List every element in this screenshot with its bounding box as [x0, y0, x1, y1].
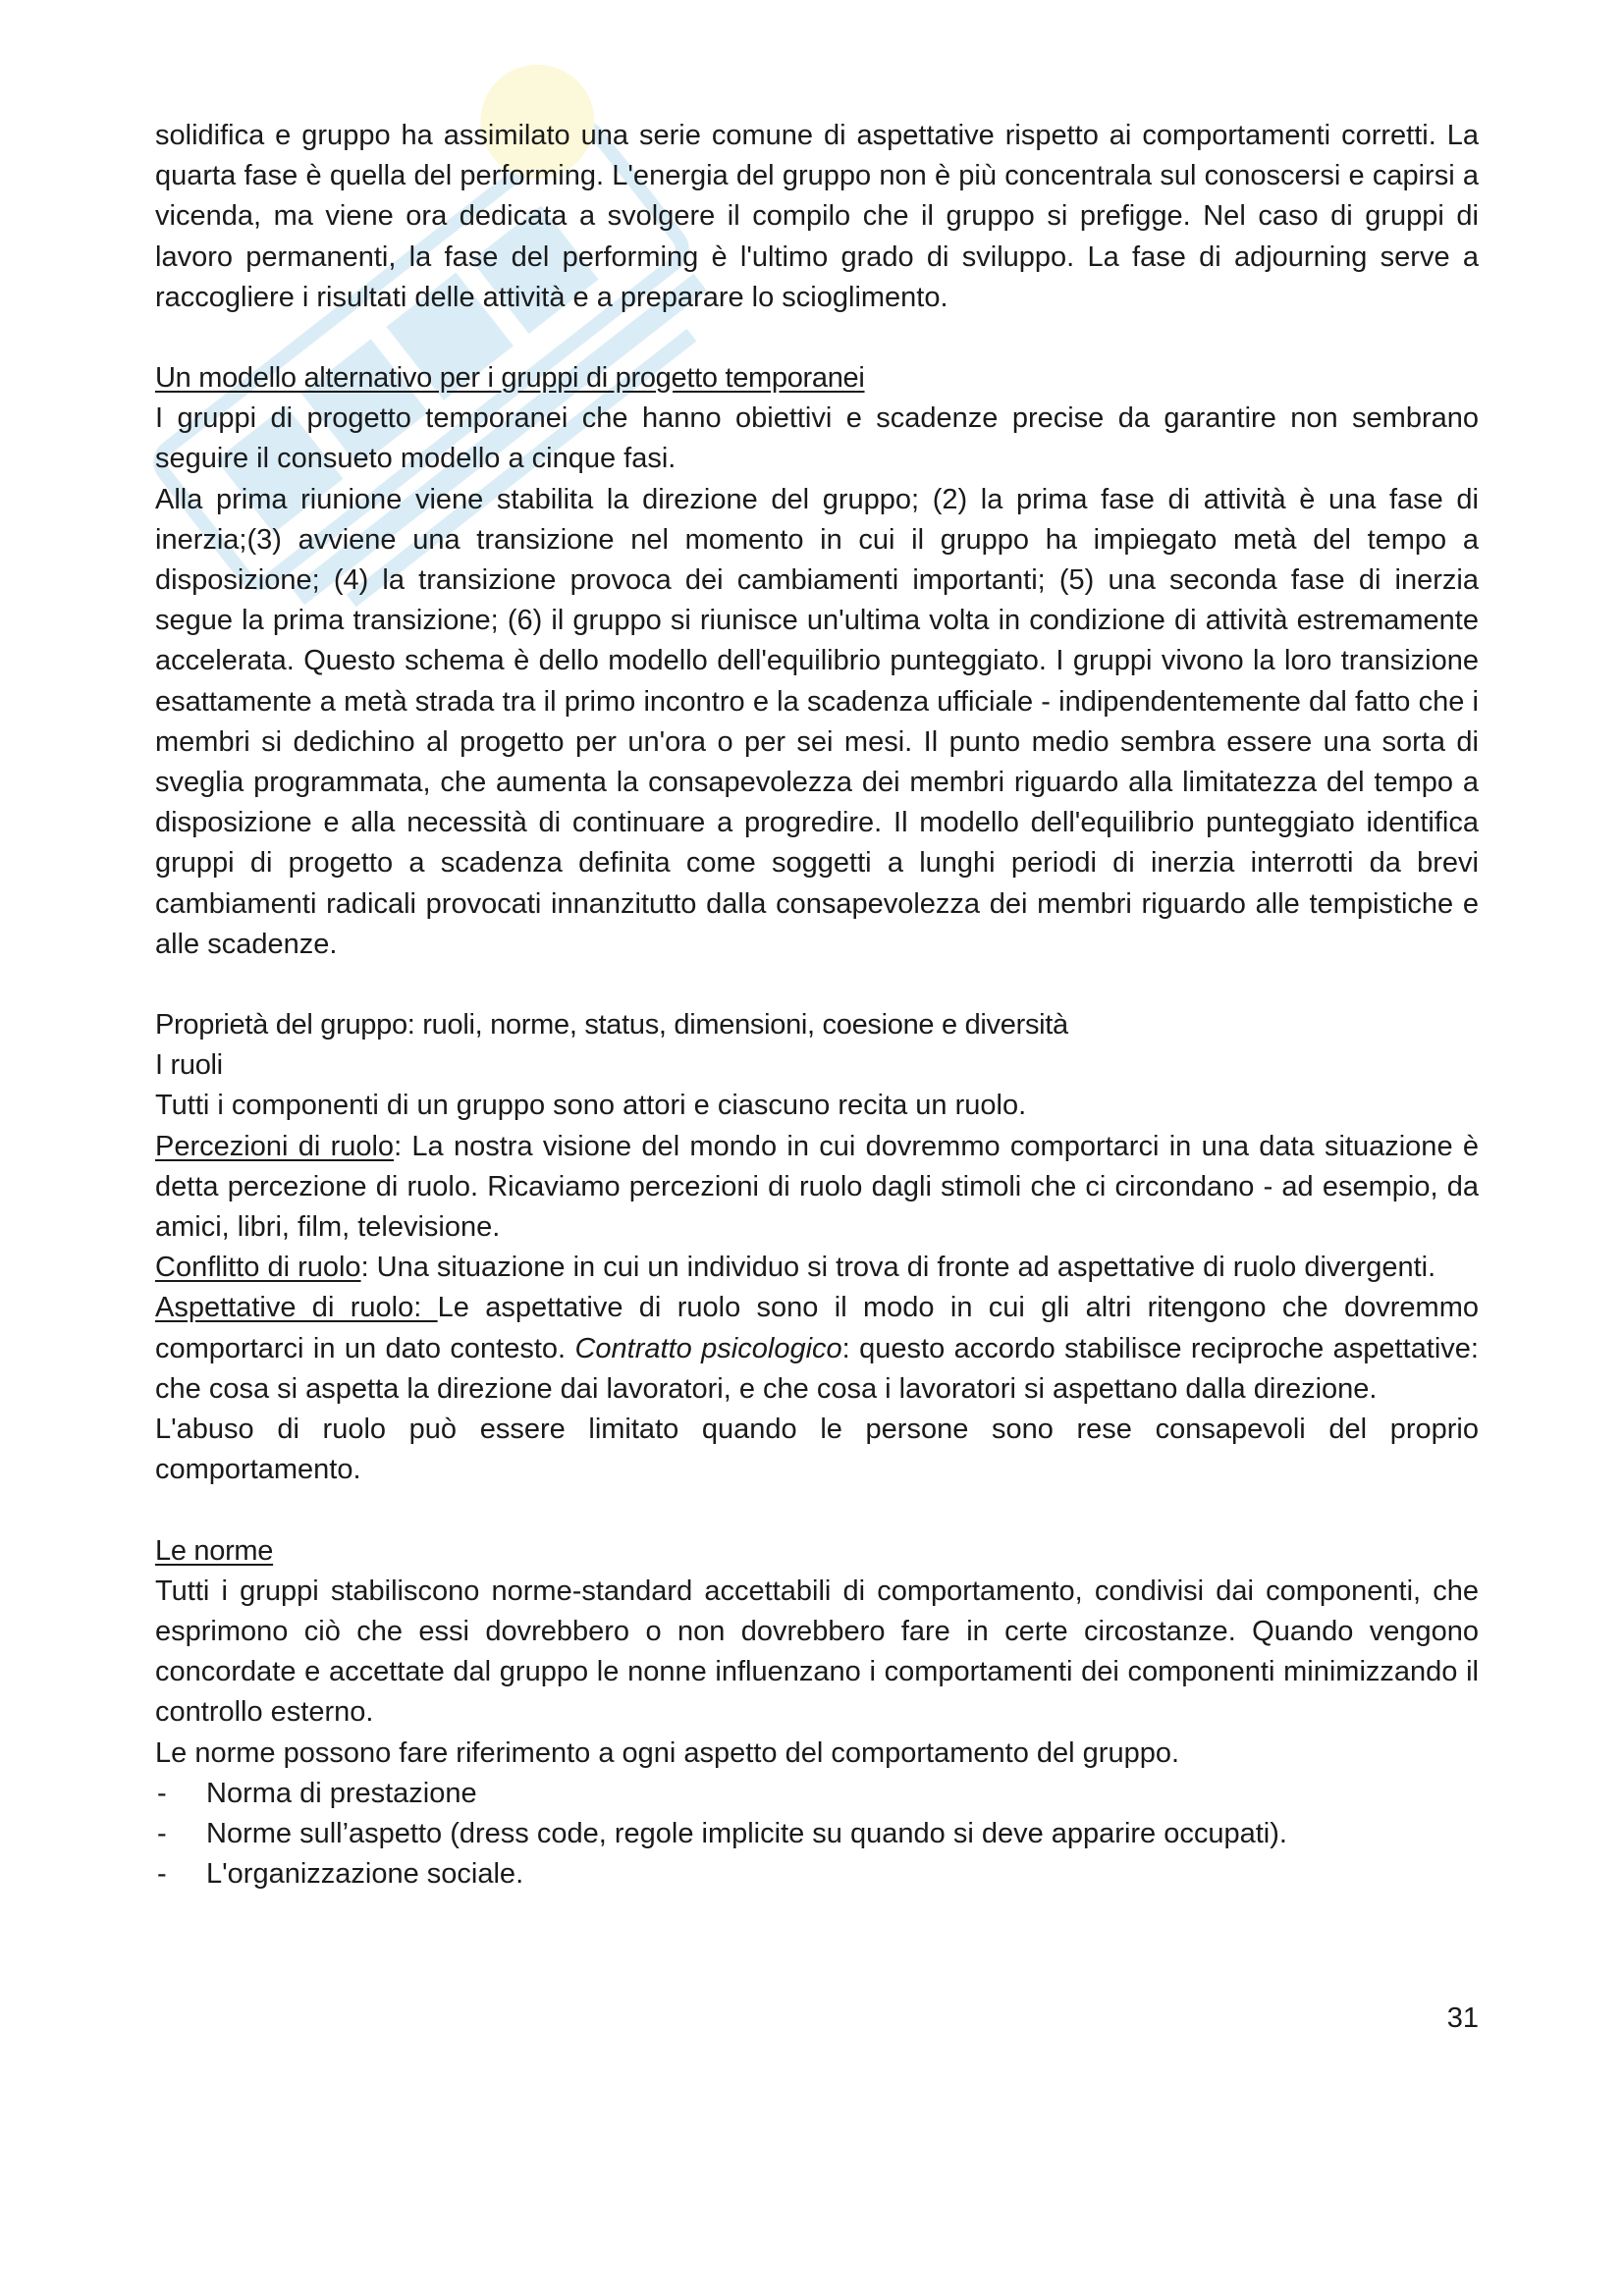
list-item: - Norme sull’aspetto (dress code, regole implicite su quando si deve apparire occupati).: [155, 1814, 1479, 1854]
definition-role-conflict: [155, 1248, 1479, 1288]
spacer: [155, 965, 1479, 1005]
paragraph: Le norme possono fare riferimento a ogni aspetto del comportamento del gruppo.: [155, 1736, 1180, 1769]
definition-text: Le aspettative di ruolo sono il modo in cui gli altri ritengono che dovremmo comportarci in un dato contesto.: [155, 1292, 1479, 1364]
section-heading-group-properties: Proprietà del gruppo: ruoli, norme, status, dimensioni, coesione e diversità: [155, 1009, 1068, 1041]
intro-paragraph: solidifica e gruppo ha assimilato una serie comune di aspettative rispetto ai comportamenti corretti. La quarta fase è quella del performing. L'energia del gruppo non è più concentrala sul conoscersi e capirsi a vicenda, ma viene ora dedicata a svolgere il compilo che il gruppo si prefigge. Nel caso di gruppi di lavoro permanenti, la fase del performing è l'ultimo grado di sviluppo. La fase di adjourning serve a raccogliere i risultati delle attività e a preparare lo scioglimento.: [155, 120, 1479, 313]
definition-text: : La nostra visione del mondo in cui dovremmo comportarci in una data situazione è detta percezione di ruolo. Ricaviamo percezioni di ruolo dagli stimoli che ci circondano - ad esempio, da amici, libri, film, televisione.: [155, 1130, 1479, 1244]
subheading-roles: I ruoli: [155, 1049, 223, 1082]
paragraph: L'abuso di ruolo può essere limitato quando le persone sono rese consapevoli del proprio comportamento.: [155, 1414, 1479, 1486]
italic-term: Contratto psicologico: [574, 1332, 842, 1364]
definition-role-perception: [155, 1127, 1479, 1249]
page-number: 31: [1446, 2002, 1479, 2034]
section-heading-norms: Le norme: [155, 1534, 274, 1567]
paragraph: Alla prima riunione viene stabilita la direzione del gruppo; (2) la prima fase di attività è una fase di inerzia;(3) avviene una transizione nel momento in cui il gruppo ha impiegato metà del tempo a disposizione; (4) la transizione provoca dei cambiamenti importanti; (5) una seconda fase di inerzia segue la prima transizione; (6) il gruppo si riunisce un'ultima volta in condizione di attività estremamente accelerata. Questo schema è dello modello dell'equilibrio punteggiato. I gruppi vivono la loro transizione esattamente a metà strada tra il primo incontro e la scadenza ufficiale - indipendentemente dal fatto che i membri si dedichino al progetto per un'ora o per sei mesi. Il punto medio sembra essere una sorta di sveglia programmata, che aumenta la consapevolezza dei membri riguardo alla limitatezza del tempo a disposizione e alla necessità di continuare a progredire. Il modello dell'equilibrio punteggiato identifica gruppi di progetto a scadenza definita come soggetti a lunghi periodi di inerzia interrotti da brevi cambiamenti radicali provocati innanzitutto dalla consapevolezza dei membri riguardo alle tempistiche e alle scadenze.: [155, 483, 1479, 960]
definition-text: : questo accordo stabilisce reciproche aspettative: che cosa si aspetta la direzione dai lavoratori, e che cosa i lavoratori si aspettano dalla direzione.: [155, 1332, 1479, 1405]
spacer: [155, 318, 1479, 358]
definition-text: : Una situazione in cui un individuo si trova di fronte ad aspettative di ruolo divergenti.: [360, 1252, 1436, 1284]
definition-role-expectations: [155, 1288, 1479, 1410]
norms-list: [155, 1774, 1479, 1896]
paragraph: Tutti i componenti di un gruppo sono attori e ciascuno recita un ruolo.: [155, 1090, 1027, 1122]
document-page: [155, 116, 1479, 1895]
list-item: - L'organizzazione sociale.: [155, 1854, 1479, 1895]
paragraph: I gruppi di progetto temporanei che hanno obiettivi e scadenze precise da garantire non sembrano seguire il consueto modello a cinque fasi.: [155, 402, 1479, 475]
section-heading-temporary-groups: Un modello alternativo per i gruppi di progetto temporanei: [155, 362, 865, 395]
list-item: - Norma di prestazione: [155, 1774, 1479, 1814]
term: Percezioni di ruolo: [155, 1130, 395, 1162]
spacer: [155, 1491, 1479, 1531]
term: Aspettative di ruolo:: [155, 1292, 438, 1324]
term: Conflitto di ruolo: [155, 1252, 361, 1284]
paragraph: Tutti i gruppi stabiliscono norme-standard accettabili di comportamento, condivisi dai componenti, che esprimono ciò che essi dovrebbero o non dovrebbero fare in certe circostanze. Quando vengono concordate e accettate dal gruppo le nonne influenzano i comportamenti dei componenti minimizzando il controllo esterno.: [155, 1575, 1479, 1729]
